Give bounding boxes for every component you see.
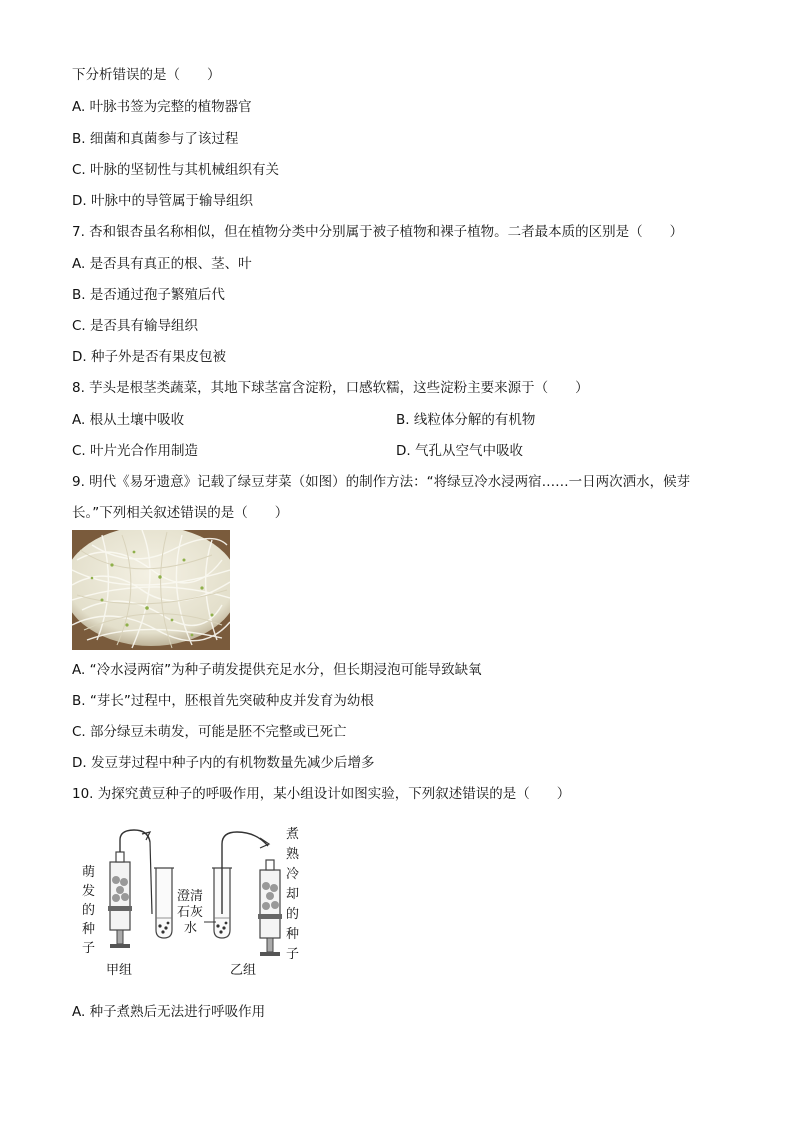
svg-text:澄清: 澄清 — [177, 889, 204, 904]
q7-option-b: B. 是否通过孢子繁殖后代 — [72, 287, 225, 303]
svg-text:冷: 冷 — [286, 867, 300, 882]
svg-text:子: 子 — [82, 941, 96, 956]
question-10-stem: 10. 为探究黄豆种子的呼吸作用，某小组设计如图实验，下列叙述错误的是（ ） — [72, 786, 571, 802]
q7-option-a: A. 是否具有真正的根、茎、叶 — [72, 256, 252, 272]
q8-option-d: D. 气孔从空气中吸收 — [396, 443, 523, 459]
group-a-label: 甲组 — [106, 963, 133, 978]
question-9-stem-line2: 长。”下列相关叙述错误的是（ ） — [72, 505, 289, 521]
group-b-label: 乙组 — [230, 963, 257, 978]
left-syringe — [108, 852, 132, 948]
q6-option-a: A. 叶脉书签为完整的植物器官 — [72, 99, 252, 115]
left-test-tube — [154, 868, 174, 938]
q6-option-c: C. 叶脉的坚韧性与其机械组织有关 — [72, 162, 280, 178]
q9-option-b: B. “芽长”过程中，胚根首先突破种皮并发育为幼根 — [72, 693, 374, 709]
svg-text:萌: 萌 — [82, 865, 96, 880]
svg-text:种: 种 — [286, 927, 300, 942]
svg-text:种: 种 — [82, 922, 96, 937]
q9-option-a: A. “冷水浸两宿”为种子萌发提供充足水分，但长期浸泡可能导致缺氧 — [72, 662, 482, 678]
question-6-stem-end: 下分析错误的是（ ） — [72, 67, 221, 83]
q7-option-c: C. 是否具有输导组织 — [72, 318, 199, 334]
q8-option-c: C. 叶片光合作用制造 — [72, 443, 199, 459]
q9-option-d: D. 发豆芽过程中种子内的有机物数量先减少后增多 — [72, 755, 375, 771]
q9-option-c: C. 部分绿豆未萌发，可能是胚不完整或已死亡 — [72, 724, 347, 740]
question-7-stem: 7. 杏和银杏虽名称相似，但在植物分类中分别属于被子植物和裸子植物。二者最本质的区别是（ ） — [72, 224, 684, 240]
bean-sprouts-photo — [72, 530, 230, 650]
limewater-label — [177, 888, 203, 936]
question-9-stem-line1: 9. 明代《易牙遗意》记载了绿豆芽菜（如图）的制作方法：“将绿豆冷水浸两宿……一日两次洒水，候芽 — [72, 474, 691, 490]
svg-text:的: 的 — [286, 907, 300, 922]
q6-option-b: B. 细菌和真菌参与了该过程 — [72, 131, 239, 147]
svg-text:子: 子 — [286, 947, 300, 962]
svg-text:发: 发 — [82, 884, 96, 899]
bean-sprouts-image — [72, 530, 230, 650]
right-syringe — [258, 860, 282, 956]
right-vertical-label — [286, 826, 300, 962]
svg-text:水: 水 — [184, 921, 198, 936]
q8-option-b: B. 线粒体分解的有机物 — [396, 412, 536, 428]
respiration-experiment-diagram — [72, 822, 312, 982]
svg-text:石灰: 石灰 — [177, 905, 204, 920]
q6-option-d: D. 叶脉中的导管属于输导组织 — [72, 193, 253, 209]
svg-text:却: 却 — [286, 887, 300, 902]
q10-option-a: A. 种子煮熟后无法进行呼吸作用 — [72, 1004, 266, 1020]
svg-text:煮: 煮 — [286, 827, 300, 842]
q8-option-a: A. 根从土壤中吸收 — [72, 412, 185, 428]
q7-option-d: D. 种子外是否有果皮包被 — [72, 349, 226, 365]
svg-text:的: 的 — [82, 903, 96, 918]
left-vertical-label — [82, 865, 95, 956]
svg-text:熟: 熟 — [286, 847, 300, 862]
question-8-stem: 8. 芋头是根茎类蔬菜，其地下球茎富含淀粉，口感软糯，这些淀粉主要来源于（ ） — [72, 380, 589, 396]
